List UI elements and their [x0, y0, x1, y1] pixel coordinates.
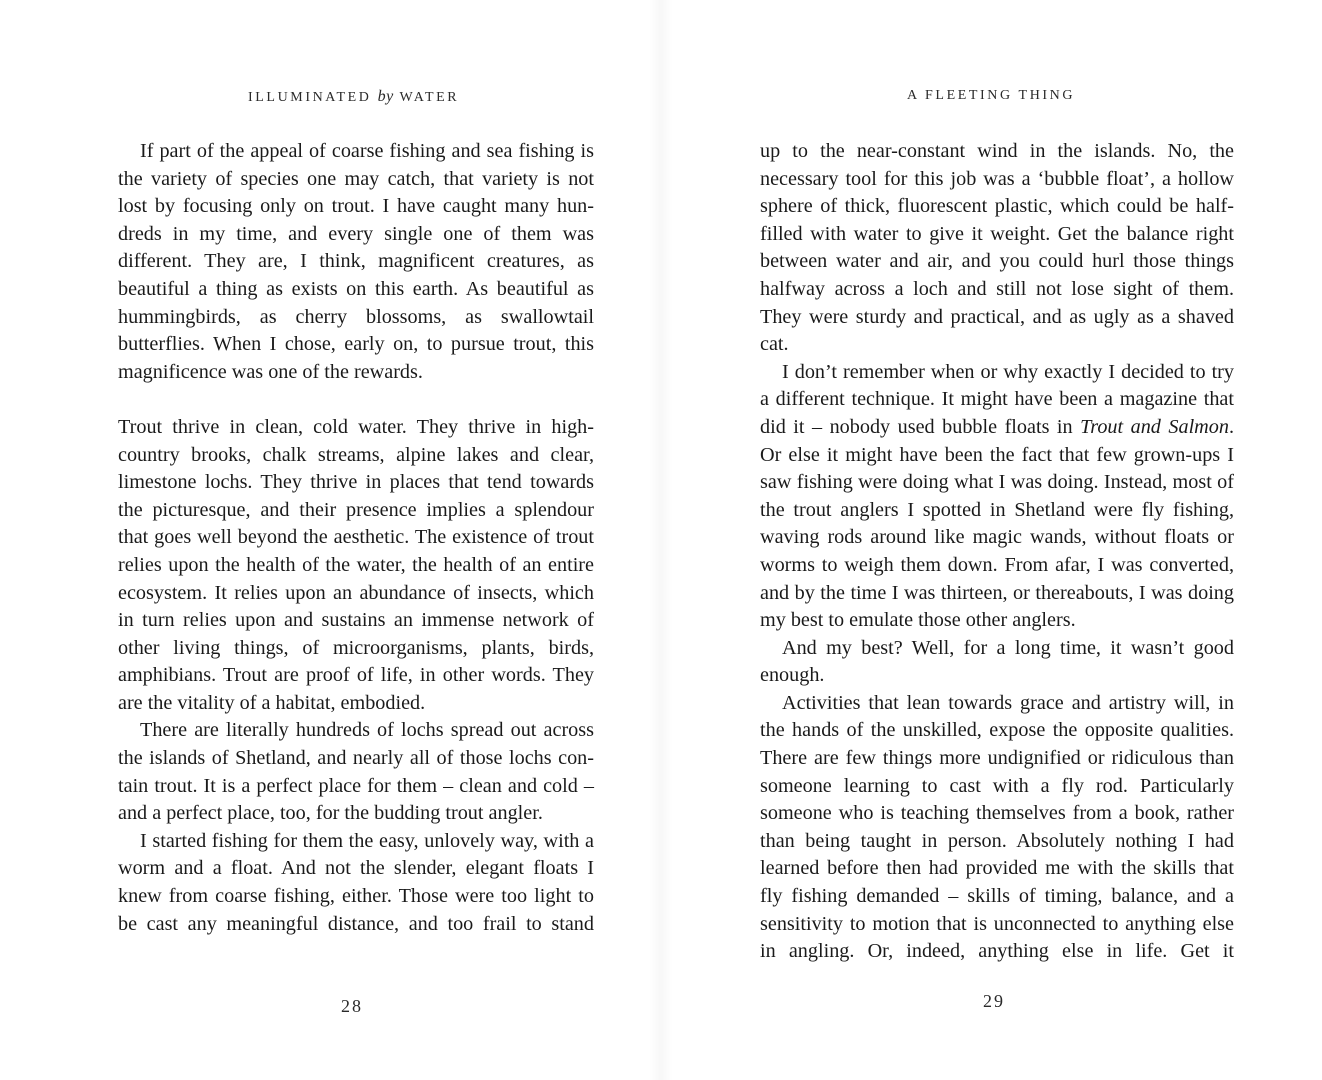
paragraph: If part of the appeal of coarse fishing and sea fishing is the variety of species one may catch, that variety is not lost by focusing only on trout. I have caught many hundreds in my time, and every single one of them was different. They are, I think, magnificent creatures, as beautiful a thing as exists on this earth. As beautiful as hummingbirds, as cherry blossoms, as swallowtail butterflies. When I chose, early on, to pursue trout, this magnificence was one of the rewards. — [118, 140, 594, 383]
paragraph: And my best? Well, for a long time, it wasn’t good enough. — [760, 636, 1234, 687]
right-running-head: A FLEETING THING — [907, 88, 1076, 103]
paragraph — [760, 359, 1234, 635]
running-head-italic: by — [377, 88, 394, 105]
left-running-head — [248, 88, 459, 106]
left-body-text — [118, 138, 594, 938]
paragraph: There are literally hundreds of lochs spread out across the islands of Shetland, and nearly all of those lochs contain trout. It is a perfect place for them – clean and cold – and a perfect place, too, for the budding trout angler. — [118, 719, 594, 825]
running-head-part-1: ILLUMINATED — [248, 90, 378, 105]
running-head-part-2: WATER — [393, 90, 460, 105]
magazine-title: Trout and Salmon — [1080, 415, 1229, 438]
left-page-number: 28 — [341, 996, 363, 1016]
paragraph: up to the near-constant wind in the islands. No, the necessary tool for this job was a ‘bubble float’, a hollow sphere of thick, fluorescent plastic, which could be half-filled with water to give it weight. Get the balance right between water and air, and you could hurl those things halfway across a loch and still not lose sight of them. They were sturdy and practical, and as ugly as a shaved cat. — [760, 140, 1234, 356]
paragraph-text: . Or else it might have been the fact that few grown-ups I saw fishing were doing what I was doing. Instead, most of the trout anglers I spotted in Shetland were fly fishing, waving rods around like magic wands, without floats or worms to weigh them down. From afar, I was converted, and by the time I was thirteen, or thereabouts, I was doing my best to emulate those other anglers. — [760, 415, 1234, 632]
right-body-text — [760, 138, 1234, 966]
right-page-number: 29 — [983, 991, 1005, 1011]
paragraph: Trout thrive in clean, cold water. They thrive in high-country brooks, chalk streams, alpine lakes and clear, limestone lochs. They thrive in places that tend towards the picturesque, and their presence implies a splendour that goes well beyond the aesthetic. The existence of trout relies upon the health of the water, the health of an entire ecosystem. It relies upon an abundance of insects, which in turn relies upon and sustains an immense network of other living things, of microorganisms, plants, birds, amphibians. Trout are proof of life, in other words. They are the vitality of a habitat, embodied. — [118, 415, 594, 714]
paragraph: Activities that lean towards grace and artistry will, in the hands of the unskilled, expose the opposite qualities. There are few things more undignified or ridiculous than someone learning to cast with a fly rod. Particularly someone who is teaching themselves from a book, rather than being taught in person. Absolutely nothing I had learned before then had provided me with the skills that fly fishing demanded – skills of timing, balance, and a sensitivity to motion that is unconnected to anything else in angling. Or, indeed, anything else in life. Get it — [760, 691, 1234, 963]
right-page — [661, 0, 1322, 1080]
paragraph: I started fishing for them the easy, unlovely way, with a worm and a float. And not the slender, elegant floats I knew from coarse fishing, either. Those were too light to be cast any meaningful distance, and too frail to stand — [118, 829, 594, 935]
paragraph-text: I don’t remember when or why exactly I decided to try a different technique. It might have been a magazine that did it – nobody used bubble floats in — [760, 360, 1234, 438]
